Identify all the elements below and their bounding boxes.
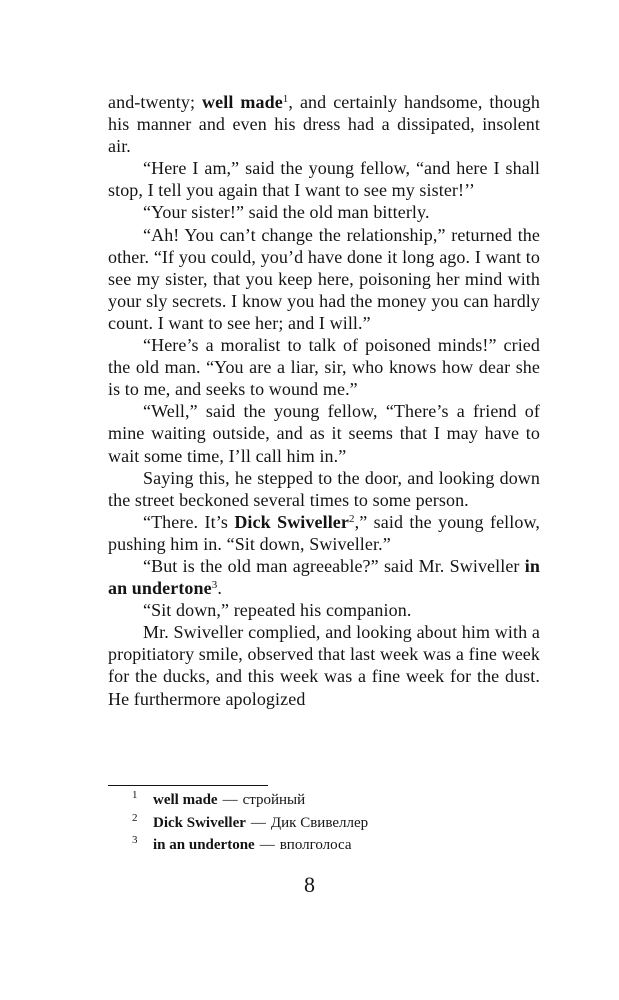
footnote-ref: 1 xyxy=(282,93,289,105)
footnote-number: 2 xyxy=(132,811,138,824)
main-text xyxy=(108,91,540,710)
text-run: “But is the old man agreeable?” said Mr. Swiveller xyxy=(143,555,525,576)
paragraph: “Sit down,” repeated his companion. xyxy=(143,600,412,621)
text-run: “There. It’s xyxy=(143,511,235,532)
paragraph: “Here’s a moralist to talk of poisoned minds!” cried the old man. “You are a liar, sir, who knows how dear she is to me, and seeks to wound me.” xyxy=(108,335,540,400)
footnote-translation: Дик Свивеллер xyxy=(270,814,369,831)
glossed-term: Dick Swiveller xyxy=(234,511,349,532)
footnotes xyxy=(108,789,538,857)
footnote-dash: — xyxy=(259,837,275,853)
footnote-ref: 2 xyxy=(348,512,355,525)
text-run: ,” said the young fellow, pushing him in. “Sit down, Swiveller.” xyxy=(108,511,540,554)
paragraph: “Here I am,” said the young fellow, “and here I shall stop, I tell you again that I want to see my sister!’’ xyxy=(108,158,540,201)
footnote-number: 1 xyxy=(132,789,138,801)
paragraph: Mr. Swiveller complied, and looking about him with a propitiatory smile, observed that last week was a fine week for the ducks, and this week was a fine week for the dust. He furthermore apologized xyxy=(108,622,540,709)
footnote-translation: стройный xyxy=(242,792,306,808)
page-number: 8 xyxy=(304,872,315,897)
paragraph: “Your sister!” said the old man bitterly. xyxy=(143,202,430,223)
text-run: , and certainly handsome, though his manner and even his dress had a dissipated, insolent air. xyxy=(108,92,540,157)
paragraph xyxy=(108,511,540,555)
text-run: and-twenty; xyxy=(108,92,203,112)
footnote xyxy=(108,834,538,857)
paragraph: “Well,” said the young fellow, “There’s a friend of mine waiting outside, and as it seems that I may have to wait some time, I’ll call him in.” xyxy=(108,401,540,466)
footnote-number: 3 xyxy=(132,834,138,846)
glossed-term: in an undertone xyxy=(108,555,540,599)
footnote-dash: — xyxy=(250,814,266,831)
paragraph: “Ah! You can’t change the relationship,” returned the other. “If you could, you’d have done it long ago. I want to see my sister, that you keep here, poisoning her mind with your sly secrets. I know you had the money you can hardly count. I want to see her; and I will.” xyxy=(108,224,540,333)
paragraph xyxy=(108,555,540,599)
footnote-ref: 3 xyxy=(211,579,218,592)
paragraph: Saying this, he stepped to the door, and looking down the street beckoned several times to some person. xyxy=(108,467,540,510)
footnote-translation: вполголоса xyxy=(279,837,352,853)
footnote xyxy=(108,789,538,812)
footnote-term: well made xyxy=(153,792,218,808)
glossed-term: well made xyxy=(202,92,283,112)
footnote xyxy=(108,812,538,835)
text-run: . xyxy=(217,578,222,599)
footnote-term: Dick Swiveller xyxy=(153,814,246,831)
footnote-dash: — xyxy=(222,792,238,808)
footnote-term: in an undertone xyxy=(153,837,255,853)
paragraph xyxy=(108,91,540,157)
